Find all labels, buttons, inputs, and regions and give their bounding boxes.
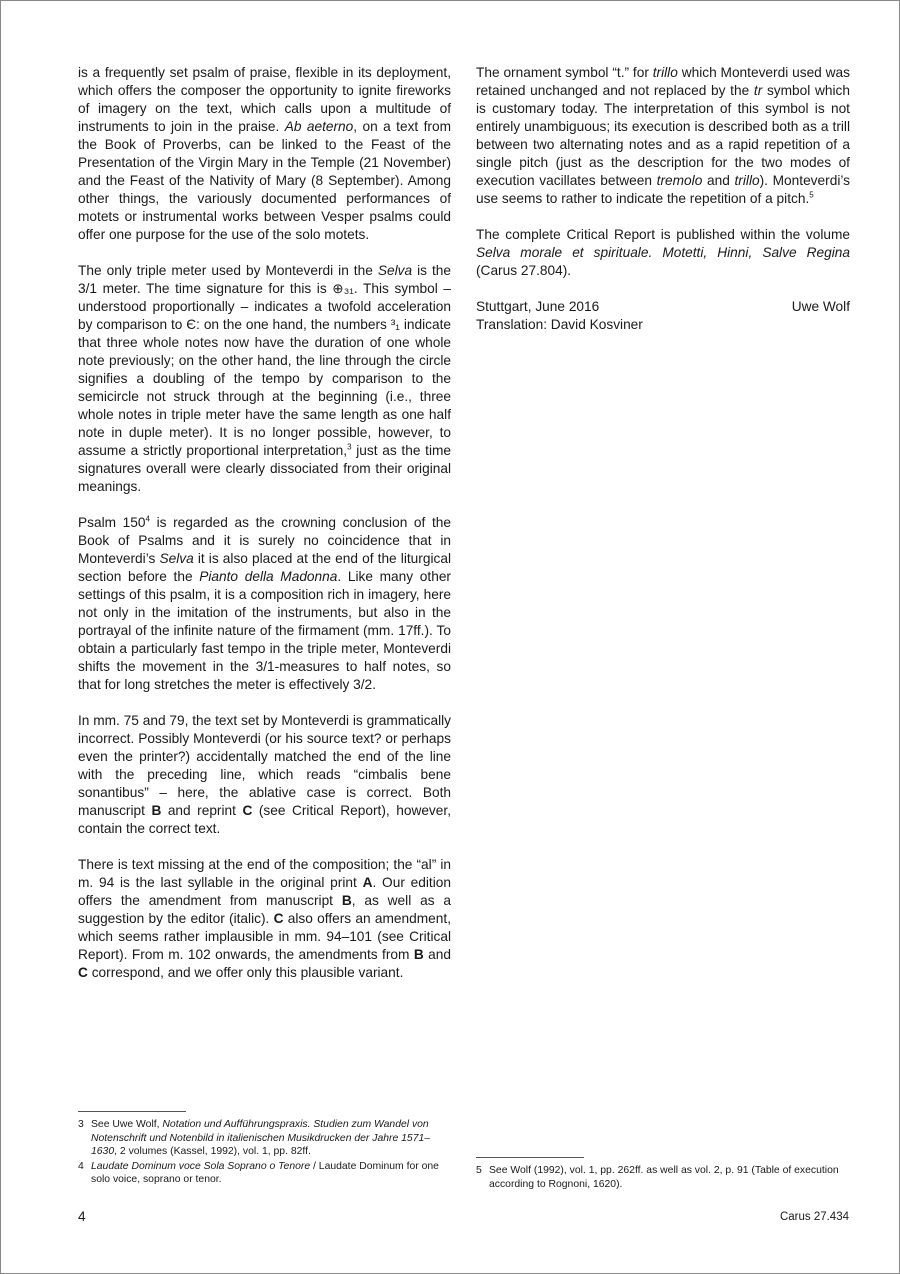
time-signature-symbol: ³₁ <box>390 317 400 332</box>
italic-text: Selva morale et spirituale. Motetti, Hinni, Salve Regina <box>476 245 850 260</box>
italic-text: tremolo <box>656 173 703 188</box>
footnote-ref[interactable]: 3 <box>347 442 352 452</box>
bold-siglum: C <box>242 803 253 818</box>
place-date: Stuttgart, June 2016 <box>476 299 600 314</box>
bold-siglum: C <box>78 965 88 980</box>
footnote-text: See Uwe Wolf, Notation und Aufführungspraxis. Studien zum Wandel von Notenschrift und Notenbild in italienischen Musikdrucken der Jahre 1571–1630, 2 volumes (Kassel, 1992), vol. 1, pp. 82ff. <box>91 1119 431 1157</box>
italic-text: Selva <box>159 551 194 566</box>
left-paragraph-3: Psalm $150^4$ is regarded as the crowning conclusion of the Book of Psalms and it is surely no coincidence that in Monteverdi’s Selva it is also placed at the end of the liturgical section before the Pianto della Madonna. Like many other settings of this psalm, it is a composition rich in imagery, here not only in the imitation of the instruments, but also in the portrayal of the infinite nature of the firmament (mm. 17ff.). To obtain a particularly fast tempo in the triple meter, Monteverdi shifts the movement in the 3/1-measures to half notes, so that for long stretches the meter is effectively 3/2. <box>78 514 451 692</box>
footnote-text: See Wolf (1992), vol. 1, pp. 262ff. as well as vol. 2, p. 91 (Table of execution according to Rognoni, 1620). <box>489 1165 839 1190</box>
bold-siglum: B <box>341 893 352 908</box>
right-paragraph-2: The complete Critical Report is published within the volume Selva morale et spirituale. Motetti, Hinni, Salve Regina (Carus 27.804). <box>476 227 850 278</box>
italic-text: trillo <box>734 173 760 188</box>
left-column <box>78 64 451 982</box>
footnote-ref[interactable]: 4 <box>145 514 150 524</box>
right-paragraph-1: The ornament symbol “t.” for trillo which Monteverdi used was retained unchanged and not replaced by the tr symbol which is customary today. The interpretation of this symbol is not entirely unambiguous; its execution is described both as a trill between two alternating notes and as a rapid repetition of a single pitch (just as the description for the two modes of execution vacillates between tremolo and trillo). Monteverdi’s use seems to rather to indicate the repetition of a pitch.$^5$ <box>476 65 850 206</box>
footnote-text: Laudate Dominum voce Sola Soprano o Tenore / Laudate Dominum for one solo voice, soprano or tenor. <box>91 1160 439 1185</box>
footnote-divider <box>78 1111 186 1112</box>
bold-siglum: B <box>151 803 162 818</box>
footnote-number: 3 <box>78 1119 84 1130</box>
footnote-4 <box>78 1160 451 1187</box>
footnote-5 <box>476 1164 850 1191</box>
translation-credit: Translation: David Kosviner <box>476 317 643 332</box>
italic-text: Laudate Dominum voce Sola Soprano o Tenore <box>91 1160 311 1172</box>
italic-text: Ab aeterno <box>284 119 354 134</box>
right-column <box>476 64 850 334</box>
trill-symbol: tr <box>753 83 763 98</box>
footnotes-left <box>78 1111 451 1188</box>
bold-siglum: A <box>362 875 373 890</box>
footnotes-right <box>476 1157 850 1192</box>
footnote-3 <box>78 1118 451 1159</box>
bold-siglum: B <box>413 947 424 962</box>
catalog-number: Carus 27.434 <box>779 1211 849 1223</box>
bold-siglum: C <box>273 911 284 926</box>
left-paragraph-2: The only triple meter used by Monteverdi in the Selva is the 3/1 meter. The time signature for this is ⊕₃₁. This symbol – understood proportionally – indicates a twofold acceleration by comparison to Є: on the one hand, the numbers ³₁ indicate that three whole notes now have the duration of one whole note previously; on the other hand, the line through the circle signifies a doubling of the tempo by comparison to the semicircle not struck through at the beginning (i.e., three whole notes in triple meter have the same length as one half note in duple meter). It is no longer possible, however, to assume a strictly proportional interpretation,$^3$ just as the time signatures overall were clearly dissociated from their original meanings. <box>78 263 452 494</box>
footnote-number: 4 <box>78 1160 84 1172</box>
footnote-ref[interactable]: 5 <box>809 190 814 200</box>
author-name: Uwe Wolf <box>791 299 850 314</box>
italic-text: Notation und Aufführungspraxis. Studien zum Wandel von Notenschrift und Notenbild in italienischen Musikdrucken der Jahre 1571–1630 <box>91 1119 431 1157</box>
left-paragraph-5: There is text missing at the end of the composition; the “al” in m. 94 is the last syllable in the original print A. Our edition offers the amendment from manuscript B, as well as a suggestion by the editor (italic). C also offers an amendment, which seems rather implausible in mm. 94–101 (see Critical Report). From m. 102 onwards, the amendments from B and C correspond, and we offer only this plausible variant. <box>78 857 452 980</box>
footnote-number: 5 <box>476 1165 482 1176</box>
time-signature-symbol: ⊕₃₁ <box>332 281 354 296</box>
italic-text: trillo <box>652 65 678 80</box>
italic-text: Pianto della Madonna <box>199 569 338 584</box>
left-paragraph-1: is a frequently set psalm of praise, flexible in its deployment, which offers the composer the opportunity to ignite fireworks of imagery on the text, which calls upon a multitude of instruments to join in the praise. Ab aeterno, on a text from the Book of Proverbs, can be linked to the Feast of the Presentation of the Virgin Mary in the Temple (21 November) and the Feast of the Nativity of Mary (8 September). Among other things, the variously documented performances of motets or instrumental works between Vesper psalms could offer one purpose for the use of the solo motets. <box>78 65 452 242</box>
left-paragraph-4: In mm. 75 and 79, the text set by Monteverdi is grammatically incorrect. Possibly Monteverdi (or his source text? or perhaps even the printer?) accidentally matched the end of the line with the preceding line, which reads “cimbalis bene sonantibus” – here, the ablative case is correct. Both manuscript B and reprint C (see Critical Report), however, contain the correct text. <box>78 713 451 836</box>
page-number: 4 <box>78 1209 86 1224</box>
time-signature-symbol: Є <box>186 317 197 332</box>
italic-text: Selva <box>377 263 413 278</box>
signature-row <box>476 298 850 316</box>
footnote-divider <box>476 1157 584 1158</box>
